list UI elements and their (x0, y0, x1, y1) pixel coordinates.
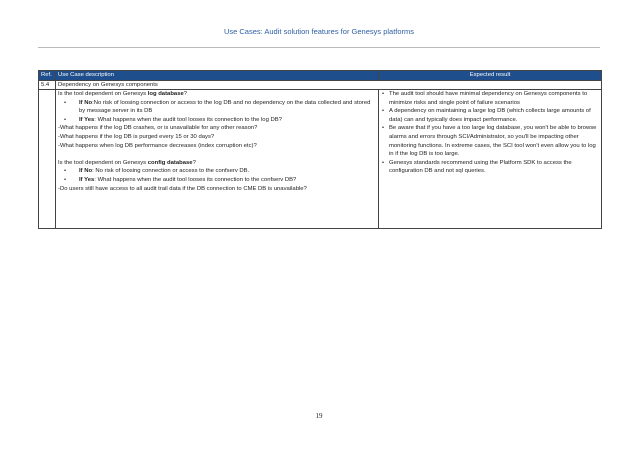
page-header: Use Cases: Audit solution features for Genesys platforms (223, 27, 415, 36)
description-cell (56, 90, 379, 229)
question-line: -What happens if the log DB is purged every 15 or 30 days? (58, 133, 215, 140)
question-line: -Do users still have access to all audit trail data if the DB connection to CME DB is unavailable? (58, 185, 307, 192)
column-header-description: Use Case description (56, 71, 379, 81)
table-header-row (39, 71, 602, 81)
bullet-log-db-yes: • If Yes: What happens when the audit tool looses its connection to the log DB? (58, 116, 376, 125)
column-header-ref: Ref. (39, 71, 56, 81)
column-header-expected: Expected result (379, 71, 602, 81)
table-row (39, 90, 602, 229)
question-config-db: Is the tool dependent on Genesys config database? (58, 159, 196, 166)
page-number: 19 (315, 412, 323, 420)
expected-item: • Be aware that if you have a too large log database, you won't be able to browse alarms and errors through SCI/Administrator, so you'll be impacting other monitoring functions. In extreme cases, the SCI tool won't even allow you to log in if the log DB is too large. (381, 124, 599, 158)
section-ref: 5.4 (39, 81, 56, 90)
use-case-table (38, 70, 602, 229)
section-title: Dependency on Genesys components (56, 81, 602, 90)
question-line: -What happens if the log DB crashes, or is unavailable for any other reason? (58, 125, 258, 132)
expected-item: • A dependency on maintaining a large log DB (which collects large amounts of data) can and typically does impact performance. (381, 107, 599, 124)
header-divider (38, 47, 600, 48)
expected-item: • Genesys standards recommend using the Platform SDK to access the configuration DB and not sql queries. (381, 159, 599, 176)
question-line: -What happens when log DB performance decreases (index corruption etc)? (58, 142, 257, 149)
bullet-log-db-no: • If No:No risk of loosing connection or access to the log DB and no dependency on the data collected and stored by message server in its DB (58, 99, 376, 116)
bullet-config-db-no: • If No: No risk of loosing connection or access to the confserv DB. (58, 167, 376, 176)
expected-result-cell (379, 90, 602, 229)
section-row (39, 81, 602, 90)
ref-cell-empty (39, 90, 56, 229)
question-log-db: Is the tool dependent on Genesys log database? (58, 91, 188, 97)
expected-item: • The audit tool should have minimal dependency on Genesys components to minimize risks and single point of failure scenarios (381, 90, 599, 107)
bullet-config-db-yes: • If Yes: What happens when the audit tool looses its connection to the confserv DB? (58, 176, 376, 185)
